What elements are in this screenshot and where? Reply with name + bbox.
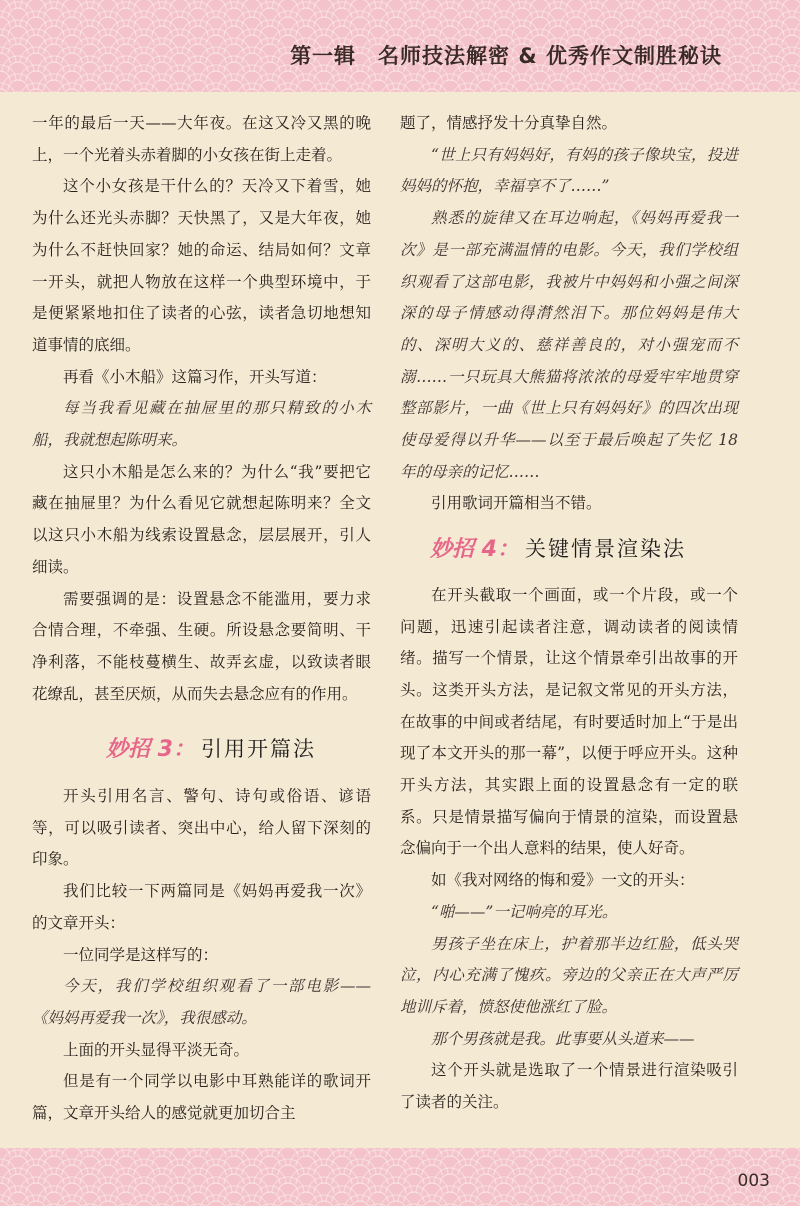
section-heading [32, 734, 371, 768]
paragraph: 一年的最后一天——大年夜。在这又冷又黑的晚上，一个光着头赤着脚的小女孩在街上走着。 [32, 114, 371, 164]
quoted-excerpt: 男孩子坐在床上，护着那半边红脸，低头哭泣，内心充满了愧疚。旁边的父亲正在大声严厉地训斥着，愤怒使他涨红了脸。 [400, 934, 738, 1016]
section-heading [400, 534, 738, 568]
quoted-excerpt: “啪——”一记响亮的耳光。 [431, 902, 618, 921]
paragraph: 但是有一个同学以电影中耳熟能详的歌词开篇，文章开头给人的感觉就更加切合主 [32, 1072, 371, 1123]
section-heading-title: 引用开篇法 [200, 737, 316, 762]
quoted-excerpt: 那个男孩就是我。此事要从头道来—— [431, 1029, 695, 1048]
paragraph: 如《我对网络的悔和爱》一文的开头： [431, 871, 695, 890]
page-number: 003 [737, 1171, 770, 1191]
paragraph: 引用歌词开篇相当不错。 [431, 494, 602, 513]
header-title: 第一辑 名师技法解密 & 优秀作文制胜秘诀 [290, 44, 722, 68]
paragraph: 题了，情感抒发十分真挚自然。 [400, 114, 618, 132]
paragraph: 这个小女孩是干什么的？天冷又下着雪，她为什么还光头赤脚？天快黑了，又是大年夜，她为什么不赶快回家？她的命运、结局如何？文章一开头，就把人物放在这样一个典型环境中，于是便紧紧地扣住了读者的心弦，读者急切地想知道事情的底细。 [32, 177, 371, 354]
paragraph: 在开头截取一个画面，或一个片段，或一个问题，迅速引起读者注意，调动读者的阅读情绪。描写一个情景，让这个情景牵引出故事的开头。这类开头方法，是记叙文常见的开头方法，在故事的中间或者结尾，有时要适时加上“于是出现了本文开头的那一幕”，以便于呼应开头。这种开头方法，其实跟上面的设置悬念有一定的联系。只是情景描写偏向于情景的渲染，而设置悬念偏向于一个出人意料的结果，使人好奇。 [400, 585, 738, 858]
paragraph: 这只小木船是怎么来的？为什么“我”要把它藏在抽屉里？为什么看见它就想起陈明来？全文以这只小木船为线索设置悬念，层层展开，引人细读。 [32, 462, 371, 576]
paragraph: 开头引用名言、警句、诗句或俗语、谚语等，可以吸引读者、突出中心，给人留下深刻的印象。 [32, 787, 371, 869]
footer-band [0, 1148, 800, 1206]
paragraph: 我们比较一下两篇同是《妈妈再爱我一次》的文章开头： [32, 882, 371, 932]
section-heading-title: 关键情景渲染法 [524, 537, 686, 562]
paragraph: 需要强调的是：设置悬念不能滥用，要力求合情合理，不牵强、生硬。所设悬念要简明、干净利落，不能枝蔓横生、故弄玄虚，以致读者眼花缭乱，甚至厌烦，从而失去悬念应有的作用。 [32, 589, 371, 703]
left-column [32, 108, 371, 1130]
quoted-excerpt: 今天，我们学校组织观看了一部电影——《妈妈再爱我一次》，我很感动。 [32, 977, 371, 1027]
paragraph: 一位同学是这样写的： [63, 945, 219, 964]
paragraph: 再看《小木船》这篇习作，开头写道： [63, 367, 327, 386]
section-heading-number: 妙招 3： [106, 737, 195, 763]
paragraph: 这个开头就是选取了一个情景进行渲染吸引了读者的关注。 [400, 1061, 738, 1112]
quoted-excerpt: “世上只有妈妈好，有妈的孩子像块宝，投进妈妈的怀抱，幸福享不了……” [400, 145, 738, 196]
section-heading-number: 妙招 4： [430, 537, 519, 563]
quoted-excerpt: 每当我看见藏在抽屉里的那只精致的小木船，我就想起陈明来。 [32, 399, 371, 450]
right-column [400, 108, 738, 1119]
paragraph: 上面的开头显得平淡无奇。 [63, 1040, 250, 1059]
quoted-excerpt: 熟悉的旋律又在耳边响起，《妈妈再爱我一次》是一部充满温情的电影。今天，我们学校组织观看了这部电影，我被片中妈妈和小强之间深深的母子情感动得潸然泪下。那位妈妈是伟大的、深明大义的、慈祥善良的，对小强宠而不溺……一只玩具大熊猫将浓浓的母爱牢牢地贯穿整部影片，一曲《世上只有妈妈好》的四次出现使母爱得以升华——以至于最后唤起了失忆 18 年的母亲的记忆…… [400, 209, 738, 481]
